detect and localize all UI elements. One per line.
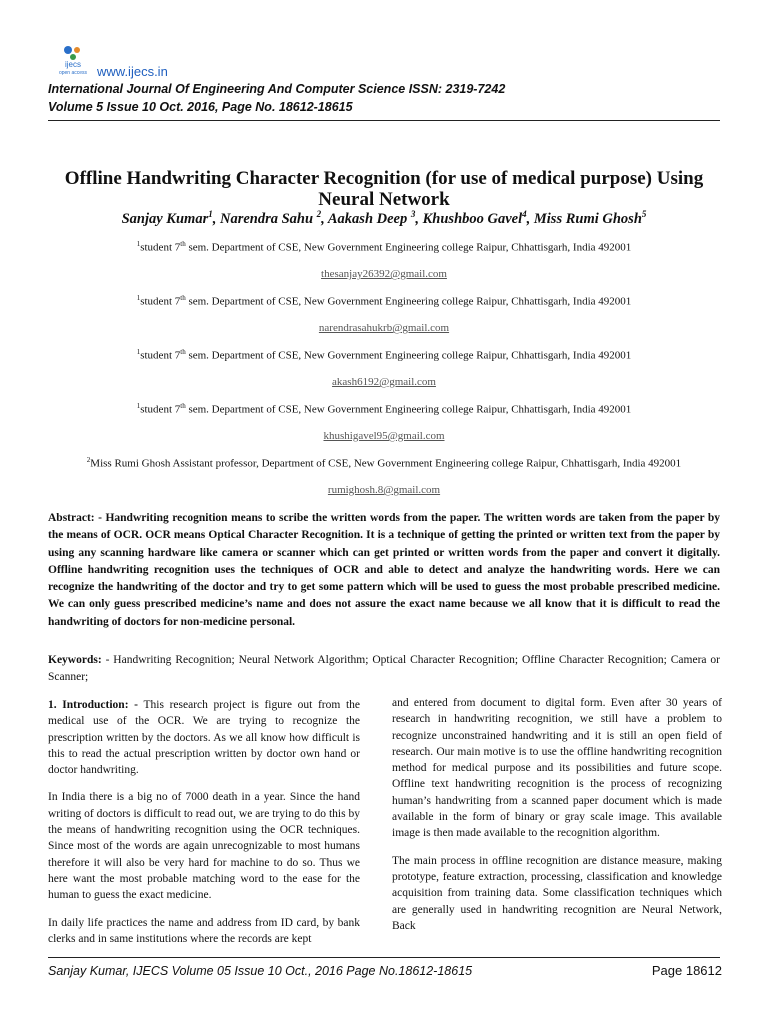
author-email-link[interactable]: thesanjay26392@gmail.com bbox=[321, 268, 447, 280]
author-name: Aakash Deep bbox=[327, 210, 411, 227]
author-email-link[interactable]: rumighosh.8@gmail.com bbox=[327, 484, 441, 496]
author-name: Miss Rumi Ghosh bbox=[533, 210, 642, 227]
author-name: Khushboo Gavel bbox=[422, 210, 523, 227]
author-email-link[interactable]: narendrasahukrb@gmail.com bbox=[318, 322, 450, 334]
author-name: Sanjay Kumar bbox=[121, 210, 209, 227]
author-sup: 4 bbox=[522, 209, 527, 219]
author-sup: 2 bbox=[316, 209, 322, 219]
logo-text: ijecs bbox=[64, 60, 82, 69]
page-number: Page 18612 bbox=[651, 963, 722, 978]
author-email-link[interactable]: akash6192@gmail.com bbox=[332, 376, 436, 388]
ijecs-logo bbox=[56, 42, 90, 76]
author-sup: 5 bbox=[641, 209, 647, 219]
right-column bbox=[392, 695, 722, 945]
affiliation: $^1$student 7th sem. Department of CSE, New Government Engineering college Raipur, Chhattisgarh, India 492001 bbox=[136, 402, 632, 416]
volume-line: Volume 5 Issue 10 Oct. 2016, Page No. 18612-18615 bbox=[48, 100, 353, 114]
author-email-link[interactable]: khushigavel95@gmail.com bbox=[323, 430, 445, 442]
author-name: Narendra Sahu bbox=[219, 210, 317, 227]
left-column bbox=[48, 697, 360, 958]
body-paragraph: In India there is a big no of 7000 death in a year. Since the hand writing of doctors is difficult to read out, we are trying to do this by the means of handwriting recognition using the OCR techniques. Since most of the words are again unrecognizable to most humans therefore it will also be very hard for machine to do so. Thus we here want the most probable matching word to the ease for the human to guess the exact medicine. bbox=[48, 791, 360, 902]
affiliation: $^1$student 7th sem. Department of CSE, New Government Engineering college Raipur, Chhattisgarh, India 492001 bbox=[136, 294, 632, 308]
author-sup: 1 bbox=[208, 209, 213, 219]
affiliation: $^1$student 7th sem. Department of CSE, New Government Engineering college Raipur, Chhattisgarh, India 492001 bbox=[136, 240, 632, 254]
footer-rule bbox=[48, 957, 720, 958]
header-rule bbox=[48, 120, 720, 121]
intro-heading: 1. Introduction: - bbox=[48, 699, 139, 711]
journal-site-link[interactable]: www.ijecs.in bbox=[97, 64, 168, 79]
paper-title: Offline Handwriting Character Recognition (for use of medical purpose) Using Neural Network bbox=[64, 168, 704, 210]
keywords bbox=[48, 652, 720, 687]
affiliation: $^2$Miss Rumi Ghosh Assistant professor, Department of CSE, New Government Engineering college Raipur, Chhattisgarh, India 492001 bbox=[86, 456, 682, 470]
keywords-text: - Handwriting Recognition; Neural Network Algorithm; Optical Character Recognition; Offline Character Recognition; Camera or Scanner; bbox=[48, 654, 720, 684]
footer-citation: Sanjay Kumar, IJECS Volume 05 Issue 10 Oct., 2016 Page No.18612-18615 bbox=[48, 964, 473, 978]
keywords-label: Keywords: bbox=[48, 654, 102, 666]
author-sup: 3 bbox=[410, 209, 416, 219]
body-paragraph: The main process in offline recognition are distance measure, making prototype, feature extraction, processing, classification and knowledge acquisition from training data. Some classification techniques which are generally used in handwriting recognition are Neural Network, Back bbox=[392, 854, 722, 932]
body-paragraph: and entered from document to digital form. Even after 30 years of research in handwriting recognition, we still have a problem to recognize unconstrained handwriting and it is still an open field of research. Our main motive is to use the offline handwriting recognition method for medical purpose and its possibilities and future scope. Offline text handwriting recognition is the process of recognizing human’s handwriting from a scanned paper document which is made available in the form of binary or gray scale image. This available image is then made available to the recognition algorithm. bbox=[392, 697, 722, 840]
intro-paragraph: 1. Introduction: - This research project is figure out from the medical use of the OCR. We are trying to recognize the prescription written by the doctors. As we all know how difficult is this to read the actual prescription written by doctor own hand or doctor handwriting. bbox=[48, 699, 361, 777]
abstract: Abstract: - Handwriting recognition means to scribe the written words from the paper. The written words are taken from the paper by the means of OCR. OCR means Optical Character Recognition. It is a technique of getting the printed or written text from the paper by using any scanning hardware like camera or scanner which can get printed or written words from the paper and convert it digitally. Offline handwriting recognition uses the techniques of OCR and able to detect and analyze the handwriting words. Here we can recognize the handwriting of the doctor and try to get some pattern which will be used to guess the most probable prescribed medicine. We can only guess prescribed medicine’s name and does not assure the exact name because we all know that it is difficult to read the handwriting of doctors for non-medicine personal. bbox=[48, 512, 720, 628]
journal-line: International Journal Of Engineering And Computer Science ISSN: 2319-7242 bbox=[48, 82, 506, 96]
affiliation: $^1$student 7th sem. Department of CSE, New Government Engineering college Raipur, Chhattisgarh, India 492001 bbox=[136, 348, 632, 362]
body-paragraph: In daily life practices the name and address from ID card, by bank clerks and in same institutions where the records are kept bbox=[48, 916, 360, 945]
author-list: Sanjay Kumar$^1$, Narendra Sahu $^2$, Aakash Deep $^3$, Khushboo Gavel$^4$, Miss Rumi Ghosh$^5$ bbox=[121, 209, 647, 227]
logo-subtext: open access bbox=[58, 70, 88, 76]
